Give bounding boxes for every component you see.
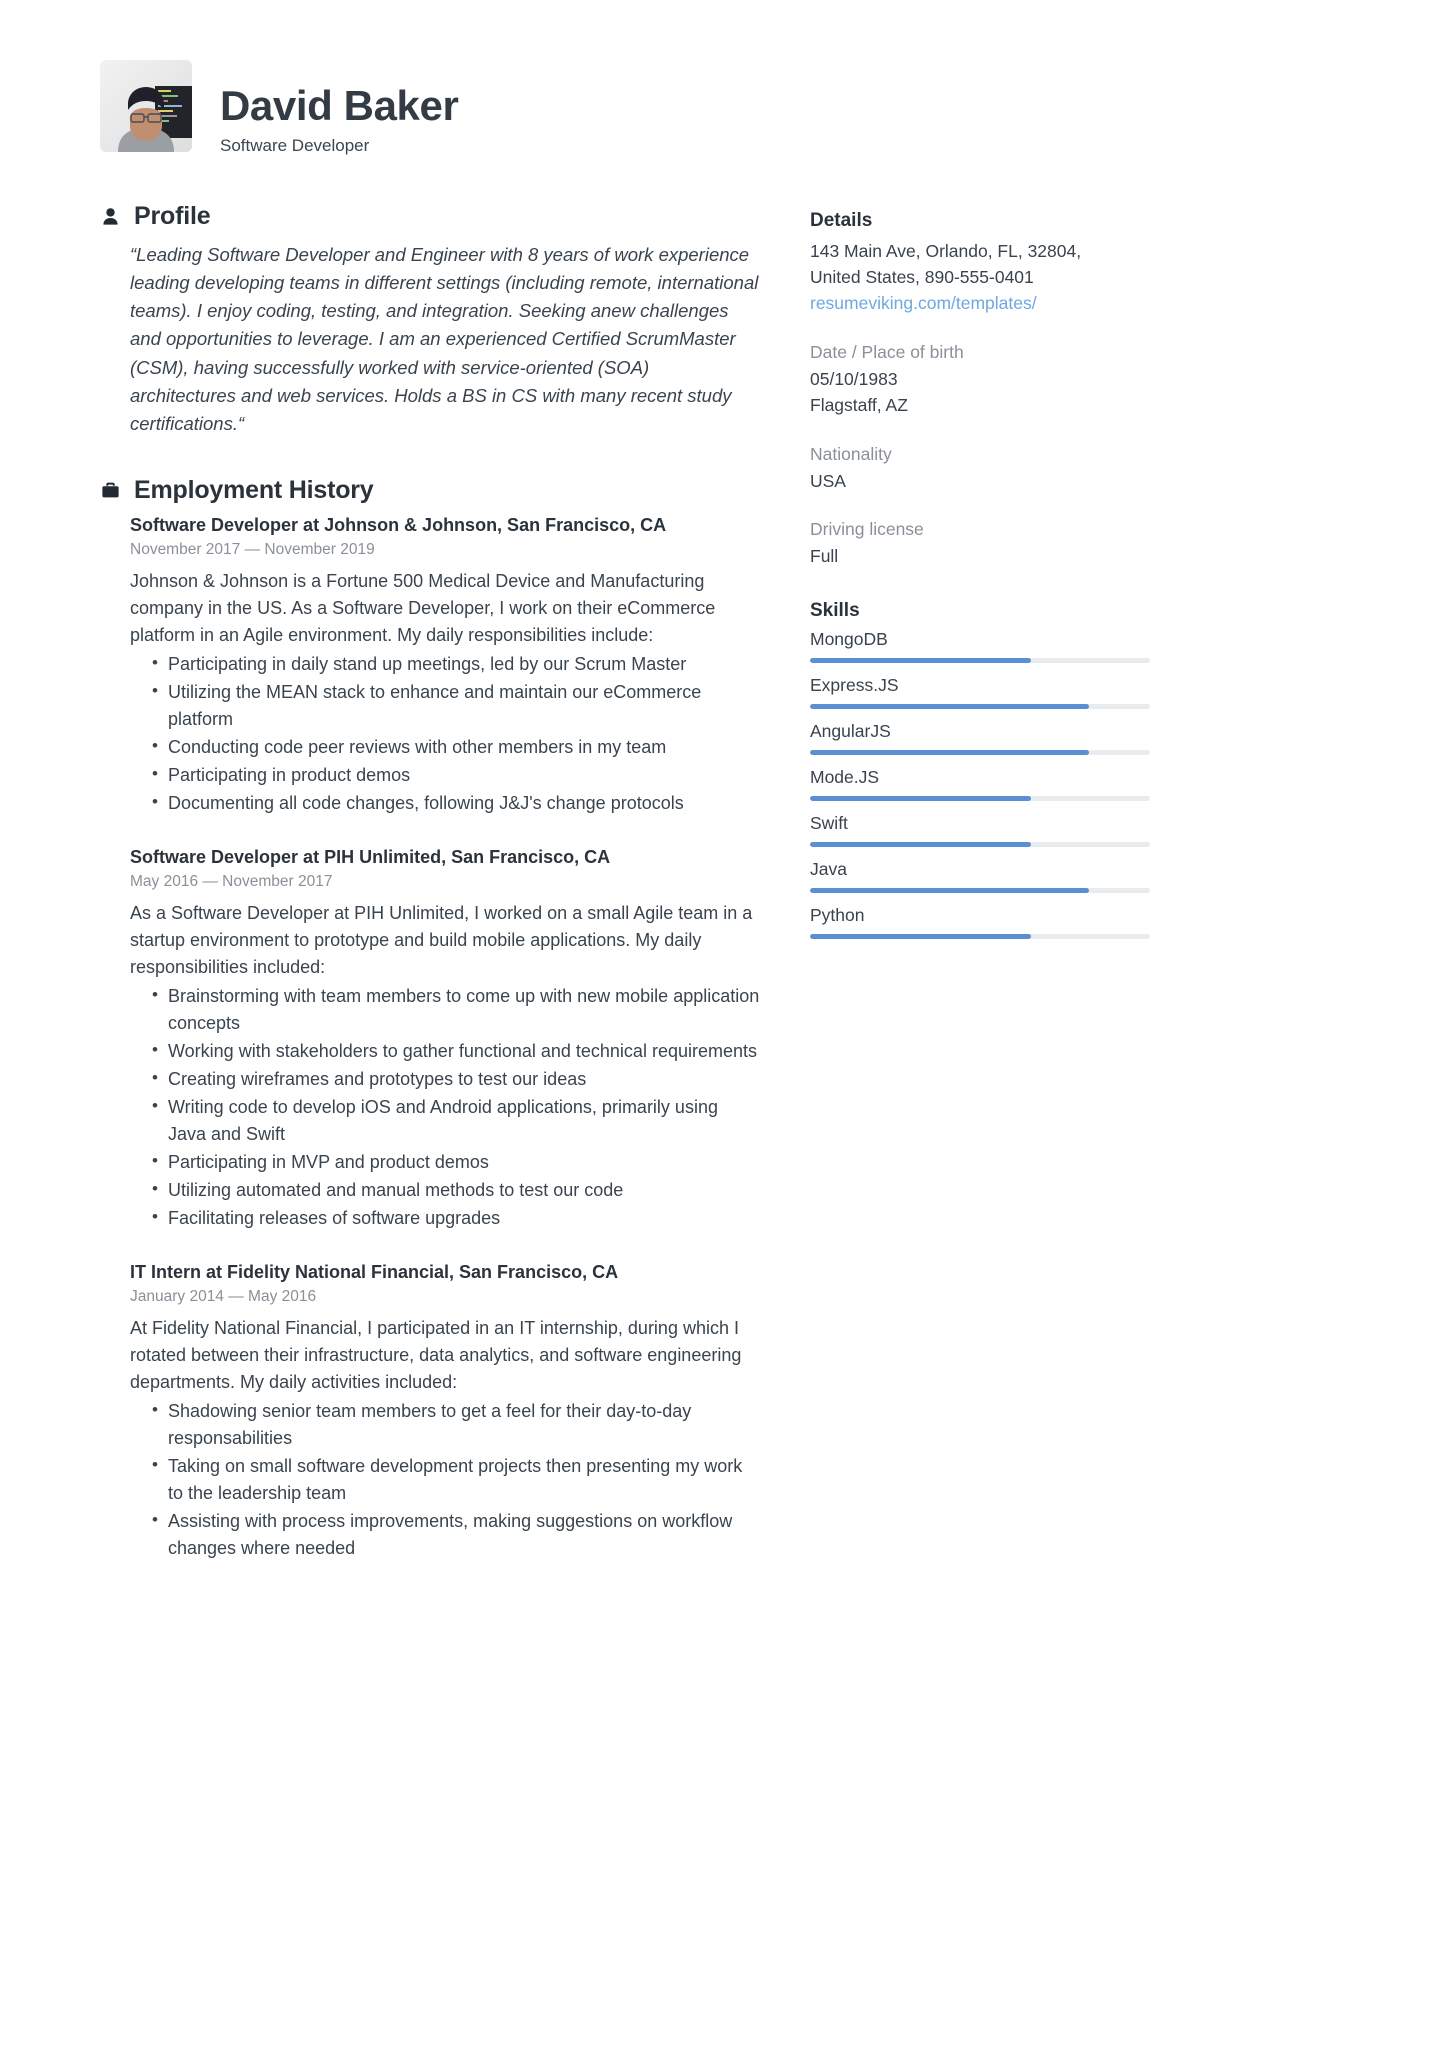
detail-group [810,444,1150,495]
list-item: • Participating in MVP and product demos [130,1149,760,1176]
employment-list [100,515,760,1562]
main-column [100,202,760,1592]
resume-header [100,60,1348,156]
profile-photo [100,60,192,152]
list-item: • Utilizing automated and manual methods to test our code [130,1177,760,1204]
list-item: • Conducting code peer reviews with other members in my team [130,734,760,761]
header-text-block [220,60,458,156]
address-line-2: United States, 890-555-0401 [810,266,1034,287]
section-title-employment: Employment History [134,475,374,504]
section-employment-header [100,476,760,505]
skill-level-track [810,934,1150,939]
skill-item [810,721,1150,755]
skill-item [810,675,1150,709]
skill-level-fill [810,796,1031,801]
list-item: • Shadowing senior team members to get a feel for their day-to-day responsabilities [130,1398,760,1452]
employment-entry-description: As a Software Developer at PIH Unlimited, I worked on a small Agile team in a startup environment to prototype and build mobile applications. My daily responsibilities included: [130,902,753,977]
list-item: • Participating in daily stand up meetings, led by our Scrum Master [130,651,760,678]
skill-level-fill [810,658,1031,663]
skill-level-fill [810,842,1031,847]
employment-entry [100,1262,760,1562]
skill-level-track [810,704,1150,709]
detail-group-label: Driving license [810,519,924,540]
skill-name: Java [810,859,847,880]
header-job-title: Software Developer [220,136,370,156]
skill-name: Swift [810,813,848,834]
employment-entry-title: IT Intern at Fidelity National Financial, San Francisco, CA [130,1261,619,1282]
list-item: • Facilitating releases of software upgrades [130,1205,760,1232]
section-profile-header [100,202,760,231]
website-link[interactable]: resumeviking.com/templates/ [810,292,1037,313]
employment-entry [100,847,760,1232]
skill-level-track [810,796,1150,801]
sidebar-column [810,202,1150,951]
employment-entry-dates: November 2017 — November 2019 [130,540,375,558]
employment-entry-dates: May 2016 — November 2017 [130,872,333,890]
section-title-skills: Skills [810,600,860,622]
profile-text: “Leading Software Developer and Engineer with 8 years of work experience leading developing teams in different settings (including remote, international teams). I enjoy coding, testing, and integration. Seeking anew challenges and opportunities to leverage. I am an experienced Certified ScrumMaster (CSM), having successfully worked with service-oriented (SOA) architectures and web services. Holds a BS in CS with many recent study certifications.“ [130,244,759,434]
skill-level-track [810,658,1150,663]
employment-entry-dates: January 2014 — May 2016 [130,1287,317,1305]
skill-name: Python [810,905,865,926]
employment-entry-description: Johnson & Johnson is a Fortune 500 Medical Device and Manufacturing company in the US. As a Software Developer, I work on their eCommerce platform in an Agile environment. My daily responsibilities include: [130,570,716,645]
section-title-profile: Profile [134,202,211,231]
address-line-1: 143 Main Ave, Orlando, FL, 32804, [810,241,1082,262]
resume-body [100,202,1348,1592]
employment-entry-bullets [130,1398,760,1562]
employment-entry-bullets [130,651,760,817]
skill-name: AngularJS [810,721,891,742]
detail-group-value: 05/10/1983 [810,368,898,389]
page-title: David Baker [220,82,459,129]
skill-level-track [810,750,1150,755]
detail-group-label: Date / Place of birth [810,341,964,362]
employment-entry [100,515,760,817]
skill-item [810,629,1150,663]
briefcase-icon [100,479,120,501]
employment-entry-description: At Fidelity National Financial, I participated in an IT internship, during which I rotated between their infrastructure, data analytics, and software engineering departments. My daily activities included: [130,1317,742,1392]
employment-entry-title: Software Developer at Johnson & Johnson, San Francisco, CA [130,514,667,535]
detail-group-label: Nationality [810,443,892,464]
skill-level-track [810,888,1150,893]
list-item: • Brainstorming with team members to come up with new mobile application concepts [130,983,760,1037]
skill-level-track [810,842,1150,847]
list-item: • Participating in product demos [130,762,760,789]
skills-section [810,600,1150,939]
list-item: • Utilizing the MEAN stack to enhance and maintain our eCommerce platform [130,679,760,733]
list-item: • Writing code to develop iOS and Android applications, primarily using Java and Swift [130,1094,760,1148]
detail-group-value: Flagstaff, AZ [810,394,908,415]
detail-groups [810,342,1150,571]
detail-group-value: USA [810,470,846,491]
profile-photo-image [100,60,192,152]
skills-list [810,629,1150,939]
skill-item [810,859,1150,893]
skill-name: Mode.JS [810,767,880,788]
list-item: • Taking on small software development projects then presenting my work to the leadership team [130,1453,760,1507]
skill-level-fill [810,704,1089,709]
list-item: • Creating wireframes and prototypes to test our ideas [130,1066,760,1093]
list-item: • Documenting all code changes, following J&J's change protocols [130,790,760,817]
section-title-details: Details [810,210,873,232]
skill-level-fill [810,934,1031,939]
employment-entry-bullets [130,983,760,1232]
skill-name: MongoDB [810,629,888,650]
employment-entry-title: Software Developer at PIH Unlimited, San Francisco, CA [130,846,611,867]
skill-level-fill [810,888,1089,893]
skill-level-fill [810,750,1089,755]
list-item: • Working with stakeholders to gather functional and technical requirements [130,1038,760,1065]
skill-name: Express.JS [810,675,899,696]
list-item: • Assisting with process improvements, making suggestions on workflow changes where needed [130,1508,760,1562]
detail-group-value: Full [810,546,839,567]
skill-item [810,813,1150,847]
skill-item [810,905,1150,939]
detail-group [810,519,1150,570]
skill-item [810,767,1150,801]
person-icon [100,206,120,228]
detail-group [810,342,1150,419]
